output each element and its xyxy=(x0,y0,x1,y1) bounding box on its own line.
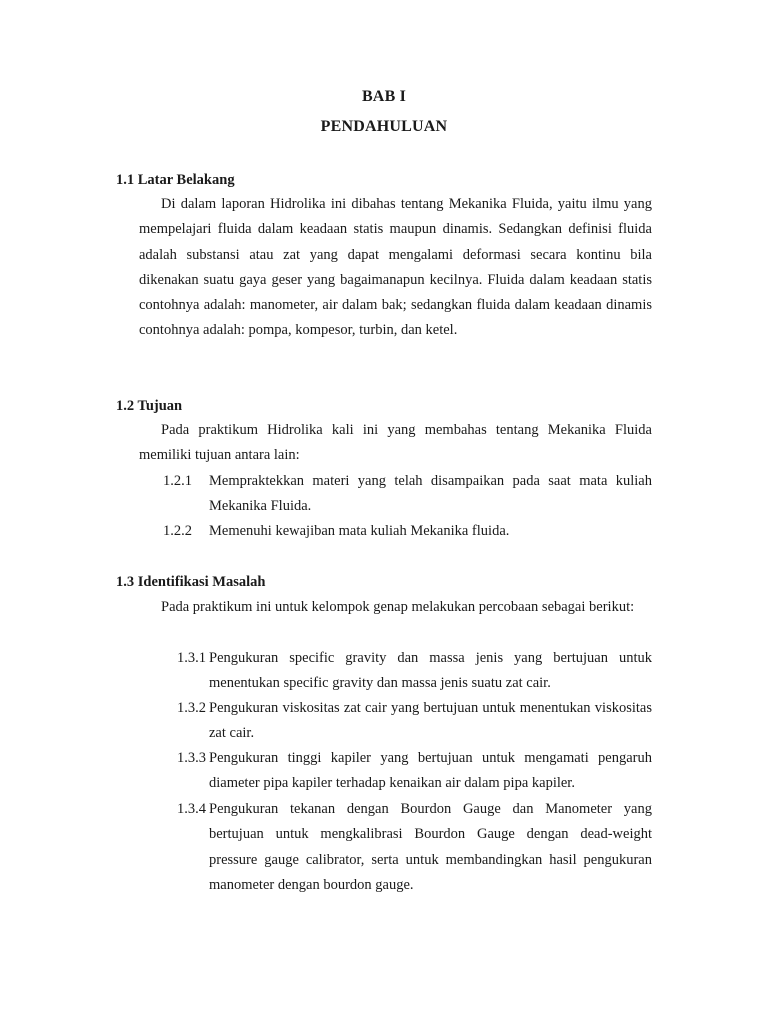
list-item-text: Pengukuran tekanan dengan Bourdon Gauge dan Manometer yang bertujuan untuk mengkalibrasi Bourdon Gauge dengan dead-weight pressure gauge calibrator, serta untuk membandingkan hasil pengukuran manometer dengan bourdon gauge. xyxy=(209,801,652,893)
list-item-identifikasi-2 xyxy=(177,696,652,748)
paragraph-latar-belakang xyxy=(139,192,652,344)
list-item-text: Pengukuran tinggi kapiler yang bertujuan untuk mengamati pengaruh diameter pipa kapiler terhadap kenaikan air dalam pipa kapiler. xyxy=(209,750,652,792)
section-heading-latar-belakang: 1.1 Latar Belakang xyxy=(116,172,235,188)
section-heading-identifikasi-masalah: 1.3 Identifikasi Masalah xyxy=(116,574,266,590)
list-item-identifikasi-4 xyxy=(177,797,652,901)
list-item-tujuan-2 xyxy=(163,519,652,545)
list-item-number: 1.2.1 xyxy=(163,473,192,489)
paragraph-identifikasi-masalah xyxy=(116,595,652,620)
list-item-text: Memenuhi kewajiban mata kuliah Mekanika fluida. xyxy=(209,523,510,539)
paragraph-tujuan xyxy=(139,418,652,469)
list-item-tujuan-1 xyxy=(163,469,652,521)
list-item-number: 1.3.4 xyxy=(177,801,206,817)
list-item-number: 1.3.3 xyxy=(177,750,206,766)
list-item-number: 1.3.1 xyxy=(177,650,206,666)
list-item-number: 1.2.2 xyxy=(163,523,192,539)
chapter-title: PENDAHULUAN xyxy=(320,118,448,135)
list-item-text: Mempraktekkan materi yang telah disampaikan pada saat mata kuliah Mekanika Fluida. xyxy=(209,473,652,515)
paragraph-latar-belakang-text: Di dalam laporan Hidrolika ini dibahas tentang Mekanika Fluida, yaitu ilmu yang mempelajari fluida dalam keadaan statis maupun dinamis. Sedangkan definisi fluida adalah substansi atau zat yang dapat mengalami deformasi secara kontinu bila dikenakan suatu gaya geser yang bagaimanapun kecilnya. Fluida dalam keadaan statis contohnya adalah: manometer, air dalam bak; sedangkan fluida dalam keadaan dinamis contohnya adalah: pompa, kompesor, turbin, dan ketel. xyxy=(139,196,652,339)
list-item-identifikasi-3 xyxy=(177,746,652,798)
paragraph-tujuan-text: Pada praktikum Hidrolika kali ini yang membahas tentang Mekanika Fluida memiliki tujuan antara lain: xyxy=(139,422,652,464)
paragraph-identifikasi-masalah-text: Pada praktikum ini untuk kelompok genap melakukan percobaan sebagai berikut: xyxy=(161,599,635,615)
list-item-text: Pengukuran specific gravity dan massa jenis yang bertujuan untuk menentukan specific gravity dan massa jenis suatu zat cair. xyxy=(209,650,652,692)
section-heading-tujuan: 1.2 Tujuan xyxy=(116,398,183,414)
list-item-text: Pengukuran viskositas zat cair yang bertujuan untuk menentukan viskositas zat cair. xyxy=(209,700,652,742)
chapter-number: BAB I xyxy=(361,88,407,105)
list-item-number: 1.3.2 xyxy=(177,700,206,716)
list-item-identifikasi-1 xyxy=(177,646,652,698)
